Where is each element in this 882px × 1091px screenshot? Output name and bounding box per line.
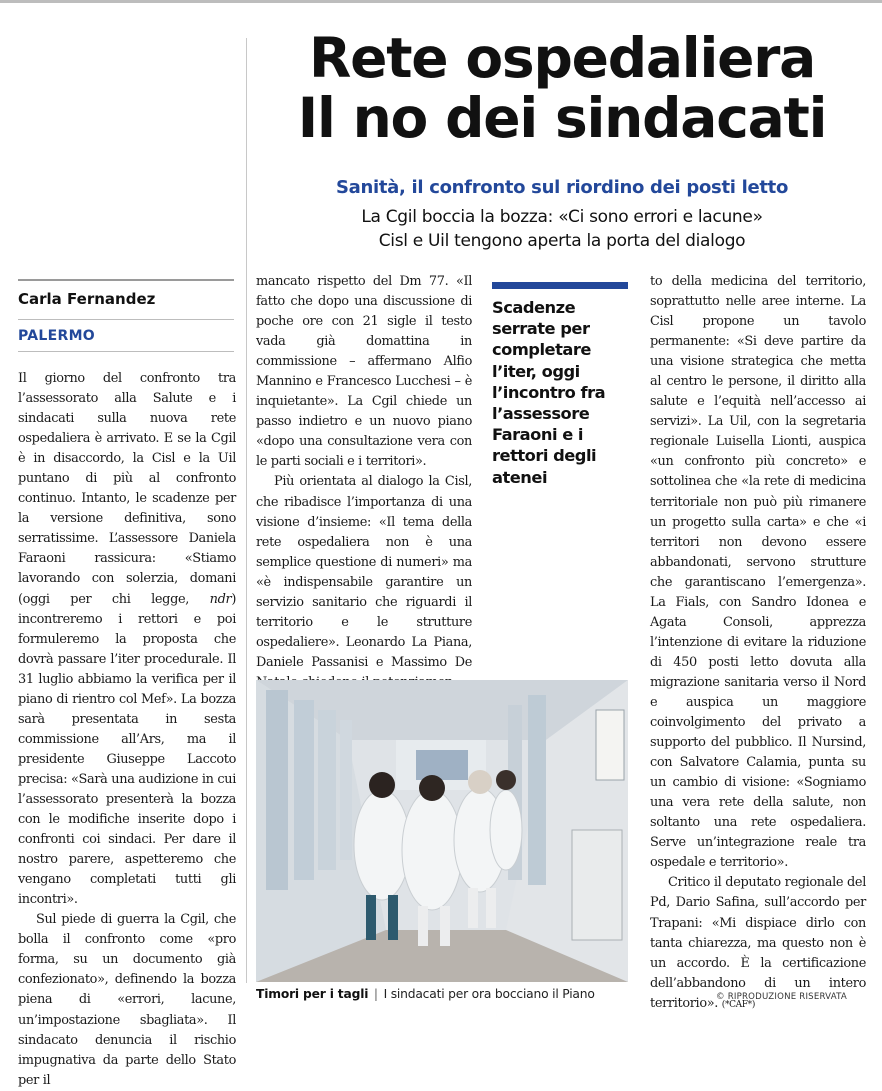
article-paragraph: Il giorno del confronto tra l’assessorato alla Salute e i sindacati sulla nuova rete ospedaliera è arrivato. E se la Cgil è in disaccordo, la Cisl e la Uil puntano di più al confronto continuo. Intanto, le scadenze per la versione definitiva, sono serratissime. L’assessore Daniela Faraoni rassicura: «Stiamo lavorando con solerzia, domani (oggi per chi legge, ndr) incontreremo i rettori e poi formuleremo la proposta che dovrà passare l’iter procedurale. Il 31 luglio abbiamo la verifica per il piano di rientro col Mef». La bozza sarà presentata in sesta commissione all’Ars, ma il presidente Giuseppe Laccoto precisa: «Sarà una audizione in cui l’assessorato presenterà la bozza con le modifiche inserite dopo i confronti coi sindaci. Per dare il nostro parere, aspetteremo che vengano completati tutti gli incontri».	[18, 371, 236, 908]
subtitle-line-1: La Cgil boccia la bozza: «Ci sono errori e lacune»	[361, 207, 763, 227]
pull-quote: Scadenze serrate per completare l’iter, oggi l’incontro fra l’assessore Faraoni e i rettori degli atenei	[492, 298, 606, 487]
photo-caption	[256, 987, 636, 1001]
subtitle-line-2: Cisl e Uil tengono aperta la porta del dialogo	[378, 231, 746, 251]
byline-rule-bottom	[18, 351, 234, 352]
article-column-3	[650, 272, 866, 1015]
copyright-notice: © RIPRODUZIONE RISERVATA	[716, 992, 847, 1002]
dateline-location: PALERMO	[18, 328, 96, 344]
byline-rule-middle	[18, 319, 234, 320]
column-divider	[246, 38, 247, 983]
pull-quote-bar	[492, 282, 628, 289]
article-column-2	[256, 272, 472, 693]
article-paragraph: to della medicina del territorio, soprattutto nelle aree interne. La Cisl propone un tavolo permanente: «Si deve partire da una visione strategica che metta al centro le persone, il diritto alla salute e l’equità nell’accesso ai servizi». La Uil, con la segretaria regionale Luisella Lionti, auspica «un confronto più concreto» e sottolinea che «la rete di medicina territoriale non può più rimanere un progetto sulla carta» e che «i territori non devono essere abbandonati, servono strutture che garantiscano l’emergenza». La Fials, con Sandro Idonea e Agata Consoli, apprezza l’intenzione di evitare la riduzione di 450 posti letto dovuta alla migrazione sanitaria verso il Nord e auspica un maggiore coinvolgimento del privato a supporto del pubblico. Il Nursind, con Salvatore Calamia, punta su un cambio di visione: «Sogniamo una vera rete della salute, non soltanto una rete ospedaliera. Serve un’integrazione reale tra ospedale e territorio».	[650, 274, 866, 871]
signature: (*CAF*)	[721, 999, 755, 1010]
editor-note: ndr	[209, 591, 232, 607]
article-paragraph: Più orientata al dialogo la Cisl, che ribadisce l’importanza di una visione d’insieme: «Il tema della rete ospedaliera non è una semplice questione di numeri» ma «è indispensabile garantire un servizio sanitario che riguardi il territorio e le strutture ospedaliere». Leonardo La Piana, Daniele Passanisi e Massimo De	[256, 474, 472, 670]
hospital-corridor-photo	[256, 680, 628, 982]
kicker: Sanità, il confronto sul riordino dei posti letto	[335, 177, 789, 198]
caption-separator: |	[370, 987, 382, 1001]
subtitle	[262, 205, 862, 253]
caption-title: Timori per i tagli	[256, 987, 369, 1001]
article-paragraph: Critico il deputato regionale del Pd, Dario Safina, sull’accordo per Trapani: «Mi dispiace dirlo con tanta chiarezza, ma questo non è un accordo. È la certificazione dell’abbandono di un intero territorio». (*CAF*)	[650, 875, 866, 1011]
article-column-1	[18, 369, 236, 1091]
headline	[262, 28, 862, 148]
article-paragraph: Sul piede di guerra la Cgil, che bolla il confronto come «pro forma, su un documento già confezionato», definendo la bozza piena di «errori, lacune, un’impostazione sbagliata». Il sindacato denuncia il rischio impugnativa da parte dello Stato per il	[18, 912, 236, 1088]
article-paragraph: mancato rispetto del Dm 77. «Il fatto che dopo una discussione di poche ore con 21 sigle il testo vada già domattina in commissione – affermano Alfio Mannino e Francesco Lucchesi – è inquietante». La Cgil chiede un passo indietro e un nuovo piano «dopo una consultazione vera con le parti sociali e i territori».	[256, 274, 472, 470]
headline-line-1: Rete ospedaliera	[308, 26, 816, 90]
headline-line-2: Il no dei sindacati	[297, 86, 827, 150]
author-name: Carla Fernandez	[18, 290, 156, 308]
top-rule	[0, 0, 882, 3]
caption-text: I sindacati per ora bocciano il Piano	[383, 987, 595, 1001]
byline-rule-top	[18, 279, 234, 281]
